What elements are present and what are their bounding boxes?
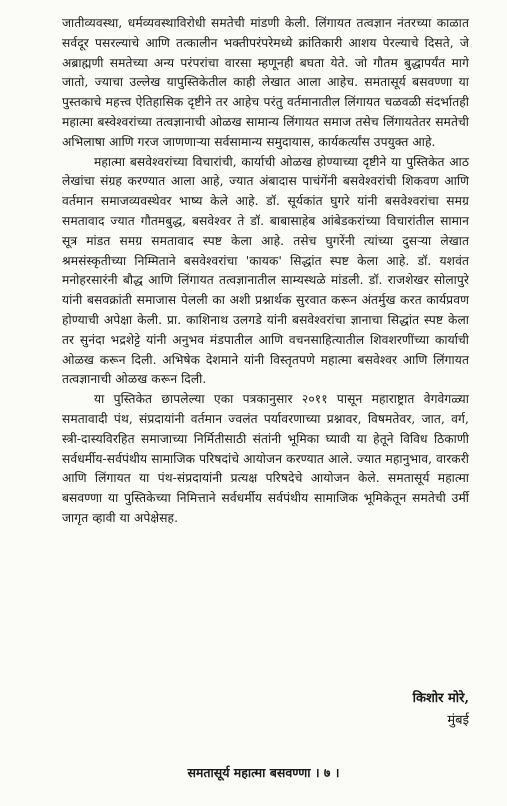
signature-block [413,688,469,732]
paragraph-2: महात्मा बसवेश्वरांच्या विचारांची, कार्याची ओळख होण्याच्या दृष्टीने या पुस्तिकेत आठ लेखांचा संग्रह करण्यात आला आहे, ज्यात अंबादास पाचंगेंनी बसवेश्वरांची शिकवण आणि वर्तमान समाजव्यवस्थेवर भाष्य केले आहे. डॉ. सूर्यकांत घुगरे यांनी बसवेश्वरांचा समग्र समतावाद ज्यात गौतमबुद्ध, बसवेश्वर ते डॉ. बाबासाहेब आंबेडकरांच्या विचारांतील सामान सूत्र मांडत समग्र समतावाद स्पष्ट केला आहे. तसेच घुगरेंनी त्यांच्या दुसऱ्या लेखात श्रमसंस्कृतीच्या निम्मिताने बसवेश्वरांचा 'कायक' सिद्धांत स्पष्ट केला आहे. डॉ. यशवंत मनोहरसारंनी बौद्ध आणि लिंगायत तत्वज्ञानातील साम्यस्थळे मांडली. डॉ. राजशेखर सोलापुरे यांनी बसवक्रांती समाजास पेलली का अशी प्रश्नार्थक सुरवात करून अंतर्मुख करत कार्यप्रवण होण्याची अपेक्षा केली. प्रा. काशिनाथ उलगडे यांनी बसवेश्वरांचा ज्ञानाचा सिद्धांत स्पष्ट केला तर सुनंदा भद्रशेट्टे यांनी अनुभव मंडपातील आणि वचनसाहित्यातील शिवशरणींच्या कार्याची ओळख करून दिली. अभिषेक देशमाने यांनी विस्तृतपणे महात्मा बसवेश्वर आणि लिंगायत तत्वज्ञानाची ओळख करून दिली. [62,154,469,387]
paragraph-3: या पुस्तिकेत छापलेल्या एका पत्रकानुसार २०११ पासून महाराष्ट्रात वेगवेगळ्या समतावादी पंथ, संप्रदायांनी वर्तमान ज्वलंत पर्यावरणाच्या प्रश्नावर, विषमतेवर, जात, वर्ग, स्त्री-दास्यविरहित समाजाच्या निर्मितीसाठी संतांनी भूमिका घ्यावी या हेतूने विविध ठिकाणी सर्वधर्मीय-सर्वपंथीय सामाजिक परिषदांचे आयोजन करण्यात आले. ज्यात महानुभाव, वारकरी आणि लिंगायत या पंथ-संप्रदायांनी प्रत्यक्ष परिषदेचे आयोजन केले. समतासूर्य महात्मा बसवण्णा या पुस्तिकेच्या निमित्ताने सर्वधर्मीय सर्वपंथीय सामाजिक भूमिकेतून समतेची उर्मी जागृत व्हावी या अपेक्षेसह. [62,392,469,525]
author-name: किशोर मोरे, [412,691,469,706]
page-footer: समतासूर्य महात्मा बसवण्णा । ७ । [187,765,340,780]
author-place: मुंबई [447,713,469,728]
paragraph-1: जातीव्यवस्था, धर्मव्यवस्थाविरोधी समतेची मांडणी केली. लिंगायत तत्वज्ञान नंतरच्या काळात सर्वदूर पसरल्याचे आणि तत्कालीन भक्तीपरंपरेमध्ये क्रांतिकारी आशय पेरल्याचे दिसते, जे अब्राह्मणी समतेच्या अन्य परंपरांचा वारसा म्हणूनही बघता येते. जो गौतम बुद्धापर्यंत मागे जातो, ज्याचा उल्लेख यापुस्तिकेतील काही लेखात आला आहेच. समतासूर्य बसवण्णा या पुस्तकाचे महत्त्व ऐतिहासिक दृष्टीने तर आहेच परंतु वर्तमानातील लिंगायत चळवळी संदर्भातही महात्मा बस्वेश्वरांच्या तत्वज्ञानाची ओळख सामान्य लिंगायत समाज तसेच लिंगायतेतर समतेची अभिलाषा आणि गरज जाणणाऱ्या सर्वसामान्य समुदायास, कार्यकर्त्यांस उपयुक्त आहे. [62,16,469,149]
